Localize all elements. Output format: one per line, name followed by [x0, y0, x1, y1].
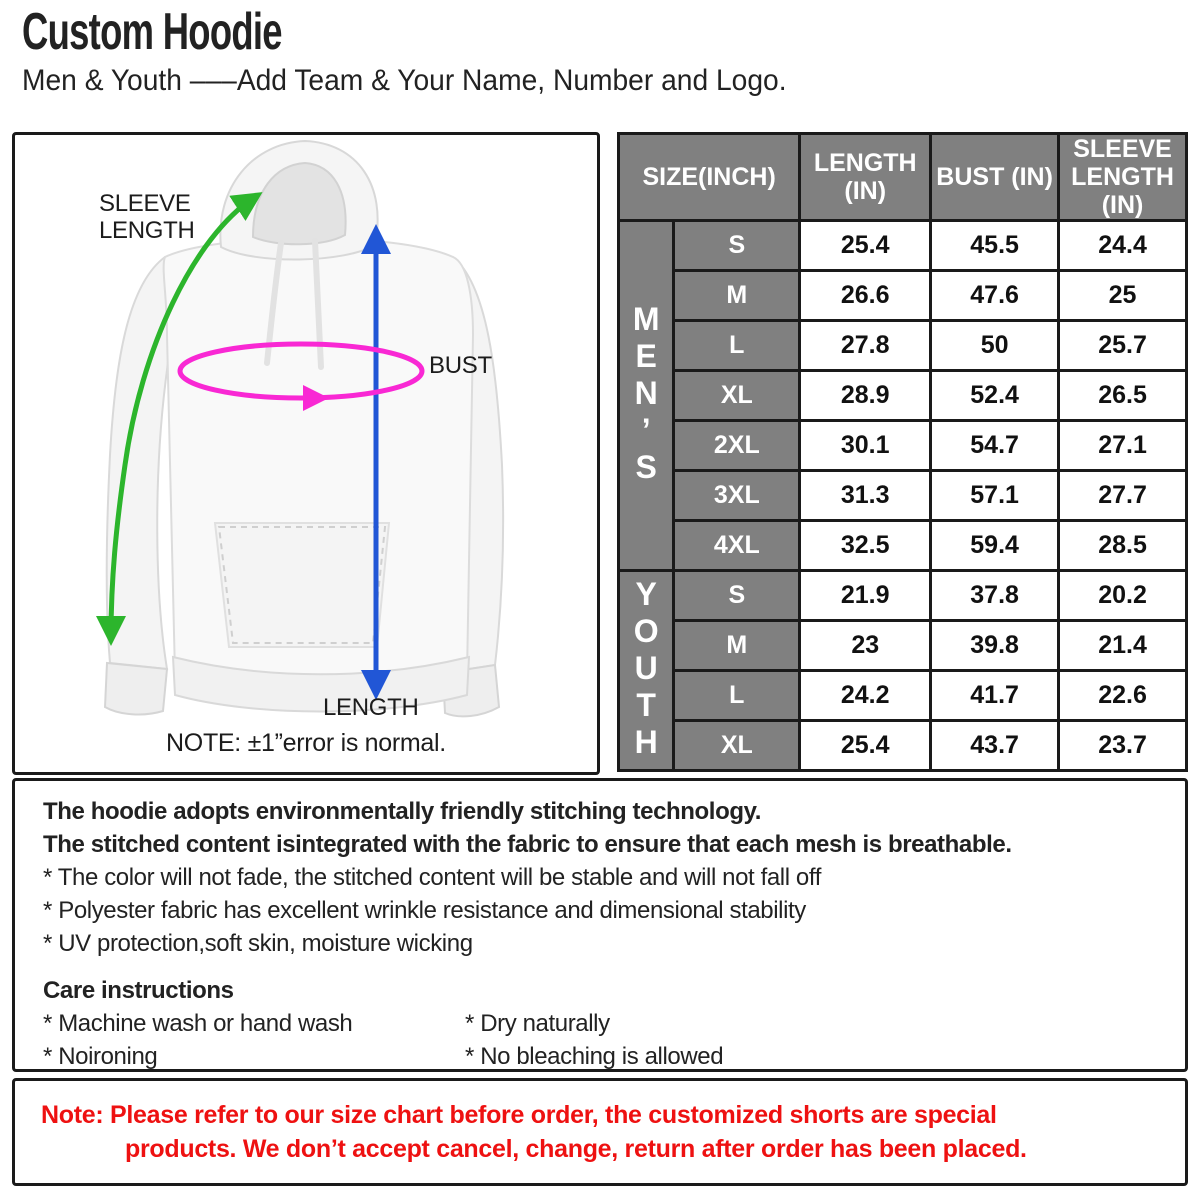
- length-value: 21.9: [800, 571, 931, 621]
- care-instructions-title: Care instructions: [43, 977, 234, 1004]
- measurement-diagram-box: [12, 132, 600, 775]
- col-header-sleeve: SLEEVE LENGTH (IN): [1059, 134, 1187, 221]
- size-label: M: [674, 621, 800, 671]
- sleeve-value: 23.7: [1059, 721, 1187, 771]
- col-header-length: LENGTH (IN): [800, 134, 931, 221]
- care-item: * Machine wash or hand wash: [43, 1010, 353, 1037]
- group-label-mens: MEN’S: [619, 221, 674, 571]
- length-value: 30.1: [800, 421, 931, 471]
- bust-value: 41.7: [931, 671, 1059, 721]
- table-row: [619, 221, 1187, 271]
- footer-note-box: [12, 1078, 1188, 1186]
- sleeve-value: 25.7: [1059, 321, 1187, 371]
- table-row: [619, 421, 1187, 471]
- col-header-bust: BUST (IN): [931, 134, 1059, 221]
- table-row: [619, 621, 1187, 671]
- size-label: XL: [674, 721, 800, 771]
- size-label: 2XL: [674, 421, 800, 471]
- size-label: XL: [674, 371, 800, 421]
- sleeve-value: 25: [1059, 271, 1187, 321]
- sleeve-value: 27.7: [1059, 471, 1187, 521]
- size-label: L: [674, 671, 800, 721]
- length-value: 26.6: [800, 271, 931, 321]
- bust-value: 45.5: [931, 221, 1059, 271]
- table-row: [619, 321, 1187, 371]
- length-value: 25.4: [800, 221, 931, 271]
- description-bullet: * Polyester fabric has excellent wrinkle resistance and dimensional stability: [43, 897, 806, 924]
- bust-value: 50: [931, 321, 1059, 371]
- sleeve-value: 20.2: [1059, 571, 1187, 621]
- size-label: S: [674, 571, 800, 621]
- bust-value: 54.7: [931, 421, 1059, 471]
- sleeve-value: 24.4: [1059, 221, 1187, 271]
- sleeve-value: 21.4: [1059, 621, 1187, 671]
- table-row: [619, 271, 1187, 321]
- sleeve-value: 26.5: [1059, 371, 1187, 421]
- page-subtitle: Men & Youth –––Add Team & Your Name, Number and Logo.: [22, 64, 787, 97]
- size-table: [617, 132, 1188, 772]
- table-row: [619, 471, 1187, 521]
- table-row: [619, 721, 1187, 771]
- care-row: [43, 1040, 1185, 1073]
- length-value: 28.9: [800, 371, 931, 421]
- length-value: 23: [800, 621, 931, 671]
- sleeve-value: 27.1: [1059, 421, 1187, 471]
- size-label: S: [674, 221, 800, 271]
- table-header-row: [619, 134, 1187, 221]
- bust-value: 57.1: [931, 471, 1059, 521]
- care-row: [43, 1007, 1185, 1040]
- sleeve-label-line2: LENGTH: [99, 216, 195, 244]
- sleeve-length-label: [99, 191, 195, 245]
- sleeve-label-line1: SLEEVE: [99, 190, 191, 217]
- bust-value: 43.7: [931, 721, 1059, 771]
- bust-value: 39.8: [931, 621, 1059, 671]
- bust-value: 37.8: [931, 571, 1059, 621]
- length-value: 27.8: [800, 321, 931, 371]
- col-header-size: SIZE(INCH): [619, 134, 800, 221]
- length-value: 24.2: [800, 671, 931, 721]
- table-row: [619, 671, 1187, 721]
- sleeve-value: 22.6: [1059, 671, 1187, 721]
- description-box: [12, 778, 1188, 1072]
- bust-label: BUST: [429, 352, 492, 379]
- diagram-note: NOTE: ±1”error is normal.: [166, 729, 446, 757]
- description-line: The hoodie adopts environmentally friendly stitching technology.: [43, 798, 762, 825]
- size-label: 3XL: [674, 471, 800, 521]
- length-value: 32.5: [800, 521, 931, 571]
- sleeve-value: 28.5: [1059, 521, 1187, 571]
- table-row: [619, 371, 1187, 421]
- size-label: 4XL: [674, 521, 800, 571]
- footer-note-line: Note: Please refer to our size chart before order, the customized shorts are special: [41, 1101, 997, 1129]
- length-label: LENGTH: [323, 694, 419, 721]
- description-line: The stitched content isintegrated with the fabric to ensure that each mesh is breathable.: [43, 831, 1012, 858]
- description-bullet: * The color will not fade, the stitched content will be stable and will not fall off: [43, 864, 821, 891]
- size-label: M: [674, 271, 800, 321]
- bust-value: 59.4: [931, 521, 1059, 571]
- bust-value: 52.4: [931, 371, 1059, 421]
- care-item: * Dry naturally: [465, 1010, 610, 1037]
- group-label-youth: YOUTH: [619, 571, 674, 771]
- page-title: Custom Hoodie: [22, 3, 282, 61]
- description-bullet: * UV protection,soft skin, moisture wicking: [43, 930, 473, 957]
- size-label: L: [674, 321, 800, 371]
- table-row: [619, 571, 1187, 621]
- length-value: 31.3: [800, 471, 931, 521]
- bust-value: 47.6: [931, 271, 1059, 321]
- care-item: * No bleaching is allowed: [465, 1043, 724, 1070]
- care-item: * Noironing: [43, 1043, 158, 1070]
- footer-note-line: products. We don’t accept cancel, change, return after order has been placed.: [125, 1135, 1027, 1163]
- table-row: [619, 521, 1187, 571]
- length-value: 25.4: [800, 721, 931, 771]
